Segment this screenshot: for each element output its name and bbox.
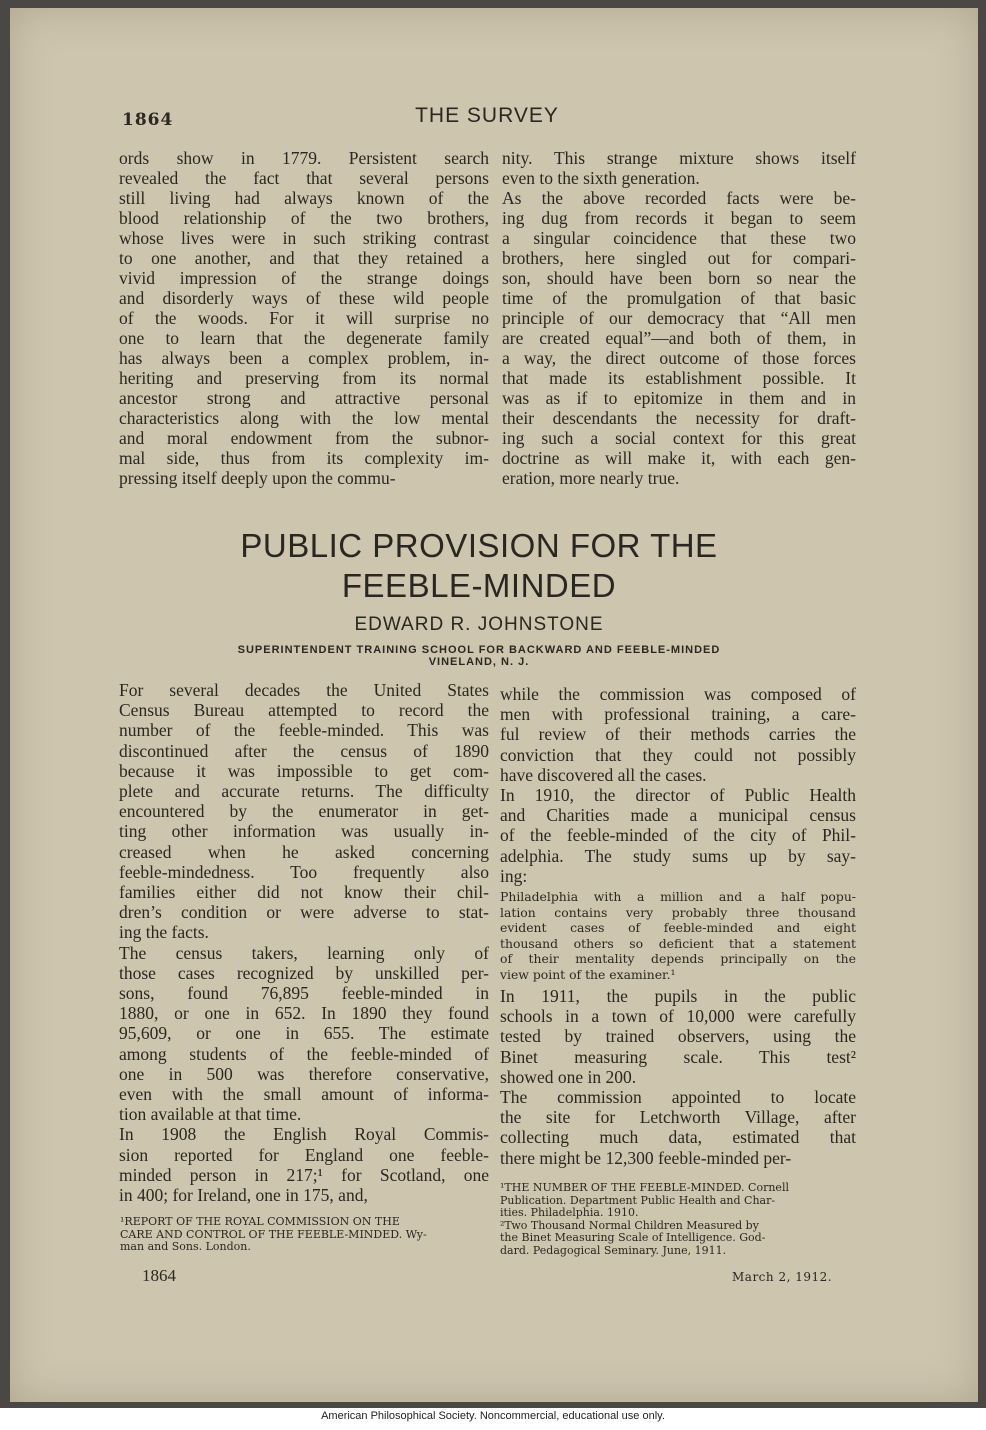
bottom-right-a-line: have discovered all the cases. [500,764,707,785]
journal-name: THE SURVEY [415,104,559,127]
top-left-line: one to learn that the degenerate family [119,328,489,348]
article-heading [140,526,818,668]
footnote-right-line: Publication. Department Public Health and Char- [500,1193,776,1207]
top-right-line: son, should have been born so near the [502,268,856,288]
bottom-left-line: Census Bureau attempted to record the [119,700,489,721]
top-left-line: of the woods. For it will surprise no [119,308,489,328]
bottom-left-line: families either did not know their chil- [119,882,489,903]
author-affiliation-line-1: SUPERINTENDENT TRAINING SCHOOL FOR BACKWARD AND FEEBLE-MINDED [237,644,721,656]
bottom-left-line: number of the feeble-minded. This was [119,720,489,741]
author-affiliation-line-2: VINELAND, N. J. [428,656,530,668]
bottom-left-column [119,680,489,1205]
bottom-right-lines-b [500,986,856,1168]
footnote-right-line: ities. Philadelphia. 1910. [500,1206,639,1219]
bottom-left-line: creased when he asked concerning [119,841,489,862]
bottom-left-line: sion reported for England one feeble- [119,1144,489,1165]
bottom-right-a-line: ing: [500,865,528,886]
top-left-line: has always been a complex problem, in- [119,348,489,368]
bottom-right-column [500,684,856,1168]
top-right-line: eration, more nearly true. [502,468,680,488]
top-right-line: even to the sixth generation. [502,168,700,188]
top-right-line: As the above recorded facts were be- [502,188,856,208]
top-left-line: still living had always known of the [119,188,489,208]
top-right-line: that made its establishment possible. It [502,368,856,388]
footnote-left [120,1216,490,1254]
top-right-line: doctrine as will make it, with each gen- [502,448,856,468]
article-author: EDWARD R. JOHNSTONE [354,614,604,635]
bottom-right-a-line: In 1910, the director of Public Health [500,785,856,806]
bottom-right-b-line: In 1911, the pupils in the public [500,986,856,1007]
footnote-right-line: the Binet Measuring Scale of Intelligence. God- [500,1231,766,1244]
bottom-right-a-line: adelphia. The study sums up by say- [500,845,856,866]
bottom-left-line: 1880, or one in 652. In 1890 they found [119,1003,489,1024]
top-left-line: ancestor strong and attractive personal [119,388,489,408]
top-right-line: time of the promulgation of that basic [502,288,856,308]
running-header [122,104,852,136]
bottom-left-line: sons, found 76,895 feeble-minded in [119,983,489,1004]
footnote-left-line: CARE AND CONTROL OF THE FEEBLE-MINDED. Wy- [120,1227,427,1241]
top-left-line: mal side, thus from its complexity im- [119,448,489,468]
bottom-left-line: tion available at that time. [119,1104,302,1125]
top-right-line: ing such a social context for this great [502,428,856,448]
top-left-column [119,148,489,488]
top-right-line: brothers, here singled out for compari- [502,248,856,268]
bottom-right-a-line: and Charities made a municipal census [500,805,856,826]
footer-page-number: 1864 [142,1266,176,1285]
bottom-left-line: For several decades the United States [119,680,489,700]
footnote-right-line: dard. Pedagogical Seminary. June, 1911. [500,1243,727,1257]
top-right-line: nity. This strange mixture shows itself [502,148,856,168]
bottom-left-line: In 1908 the English Royal Commis- [119,1124,489,1145]
block-quote [500,889,856,982]
bottom-right-b-line: schools in a town of 10,000 were carefully [500,1006,856,1027]
bottom-left-line: The census takers, learning only of [119,942,489,963]
bottom-left-line: ting other information was usually in- [119,821,489,842]
top-left-line: to one another, and that they retained a [119,248,489,268]
quote-line: Philadelphia with a million and a half popu- [500,889,856,905]
bottom-left-line: in 400; for Ireland, one in 175, and, [119,1185,368,1206]
bottom-left-line: discontinued after the census of 1890 [119,740,489,761]
top-left-line: and moral endowment from the subnor- [119,428,489,448]
quote-line: evident cases of feeble-minded and eight [500,920,856,936]
bottom-left-line: one in 500 was therefore conservative, [119,1063,489,1084]
footer-date: March 2, 1912. [732,1270,833,1284]
top-right-line: a singular coincidence that these two [502,228,856,248]
bottom-left-line: those cases recognized by unskilled per- [119,962,489,983]
bottom-left-line: ing the facts. [119,922,209,943]
bottom-right-lines-a [500,684,856,886]
bottom-left-line: 95,609, or one in 655. The estimate [119,1023,489,1044]
top-right-line: ing dug from records it began to seem [502,208,856,228]
bottom-left-line: feeble-mindedness. Too frequently also [119,861,489,882]
footnote-right [500,1182,856,1257]
quote-line: lation contains very probably three thousand [500,904,856,920]
bottom-right-b-line: Binet measuring scale. This test² [500,1046,856,1067]
archive-credit: American Philosophical Society. Noncommercial, educational use only. [321,1410,665,1422]
top-left-line: and disorderly ways of these wild people [119,288,489,308]
bottom-right-b-line: The commission appointed to locate [500,1087,856,1108]
top-right-line: their descendants the necessity for draft- [502,408,856,428]
bottom-right-a-line: conviction that they could not possibly [500,744,856,765]
article-title-line-1: PUBLIC PROVISION FOR THE [240,527,718,564]
top-right-line: was as if to epitomize in them and in [502,388,856,408]
bottom-left-line: plete and accurate returns. The difficulty [119,781,489,802]
document-page [10,8,978,1402]
bottom-right-a-line: of the feeble-minded of the city of Phil- [500,825,856,846]
bottom-left-line: minded person in 217;¹ for Scotland, one [119,1164,489,1185]
top-right-line: are created equal”—and both of them, in [502,328,856,348]
footnote-right-line: ²Two Thousand Normal Children Measured by [500,1218,759,1232]
top-left-line: heriting and preserving from its normal [119,368,489,388]
bottom-right-b-line: there might be 12,300 feeble-minded per- [500,1147,792,1168]
bottom-right-a-line: men with professional training, a care- [500,704,856,725]
bottom-right-b-line: the site for Letchworth Village, after [500,1107,856,1128]
article-title-line-2: FEEBLE-MINDED [341,567,617,604]
top-right-column [502,148,856,488]
quote-line: thousand others so deficient that a statement [500,935,856,951]
top-right-line: a way, the direct outcome of those forces [502,348,856,368]
bottom-left-line: encountered by the enumerator in get- [119,801,489,822]
top-right-lines [502,148,856,488]
bottom-right-b-line: showed one in 200. [500,1066,637,1087]
top-left-line: pressing itself deeply upon the commu- [119,468,396,488]
bottom-left-line: because it was impossible to get com- [119,760,489,781]
top-left-line: revealed the fact that several persons [119,168,489,188]
header-page-number: 1864 [122,110,174,130]
footnote-left-line: man and Sons. London. [120,1240,251,1253]
bottom-right-a-line: while the commission was composed of [500,684,856,704]
quote-line: view point of the examiner.¹ [500,966,676,982]
bottom-right-a-line: ful review of their methods carries the [500,724,856,745]
footnote-left-line: ¹REPORT OF THE ROYAL COMMISSION ON THE [120,1215,400,1228]
bottom-left-line: among students of the feeble-minded of [119,1043,489,1064]
top-left-line: ords show in 1779. Persistent search [119,148,489,168]
top-right-line: principle of our democracy that “All men [502,308,856,328]
top-left-line: vivid impression of the strange doings [119,268,489,288]
bottom-left-line: even with the small amount of informa- [119,1084,489,1105]
bottom-right-b-line: tested by trained observers, using the [500,1026,856,1047]
quote-line: of their mentality depends principally on the [500,951,856,967]
footnote-right-line: ¹THE NUMBER OF THE FEEBLE-MINDED. Cornell [500,1181,789,1194]
top-left-line: characteristics along with the low mental [119,408,489,428]
bottom-left-line: dren’s condition or were adverse to stat- [119,902,489,923]
top-left-line: whose lives were in such striking contrast [119,228,489,248]
top-left-line: blood relationship of the two brothers, [119,208,489,228]
bottom-right-b-line: collecting much data, estimated that [500,1127,856,1148]
